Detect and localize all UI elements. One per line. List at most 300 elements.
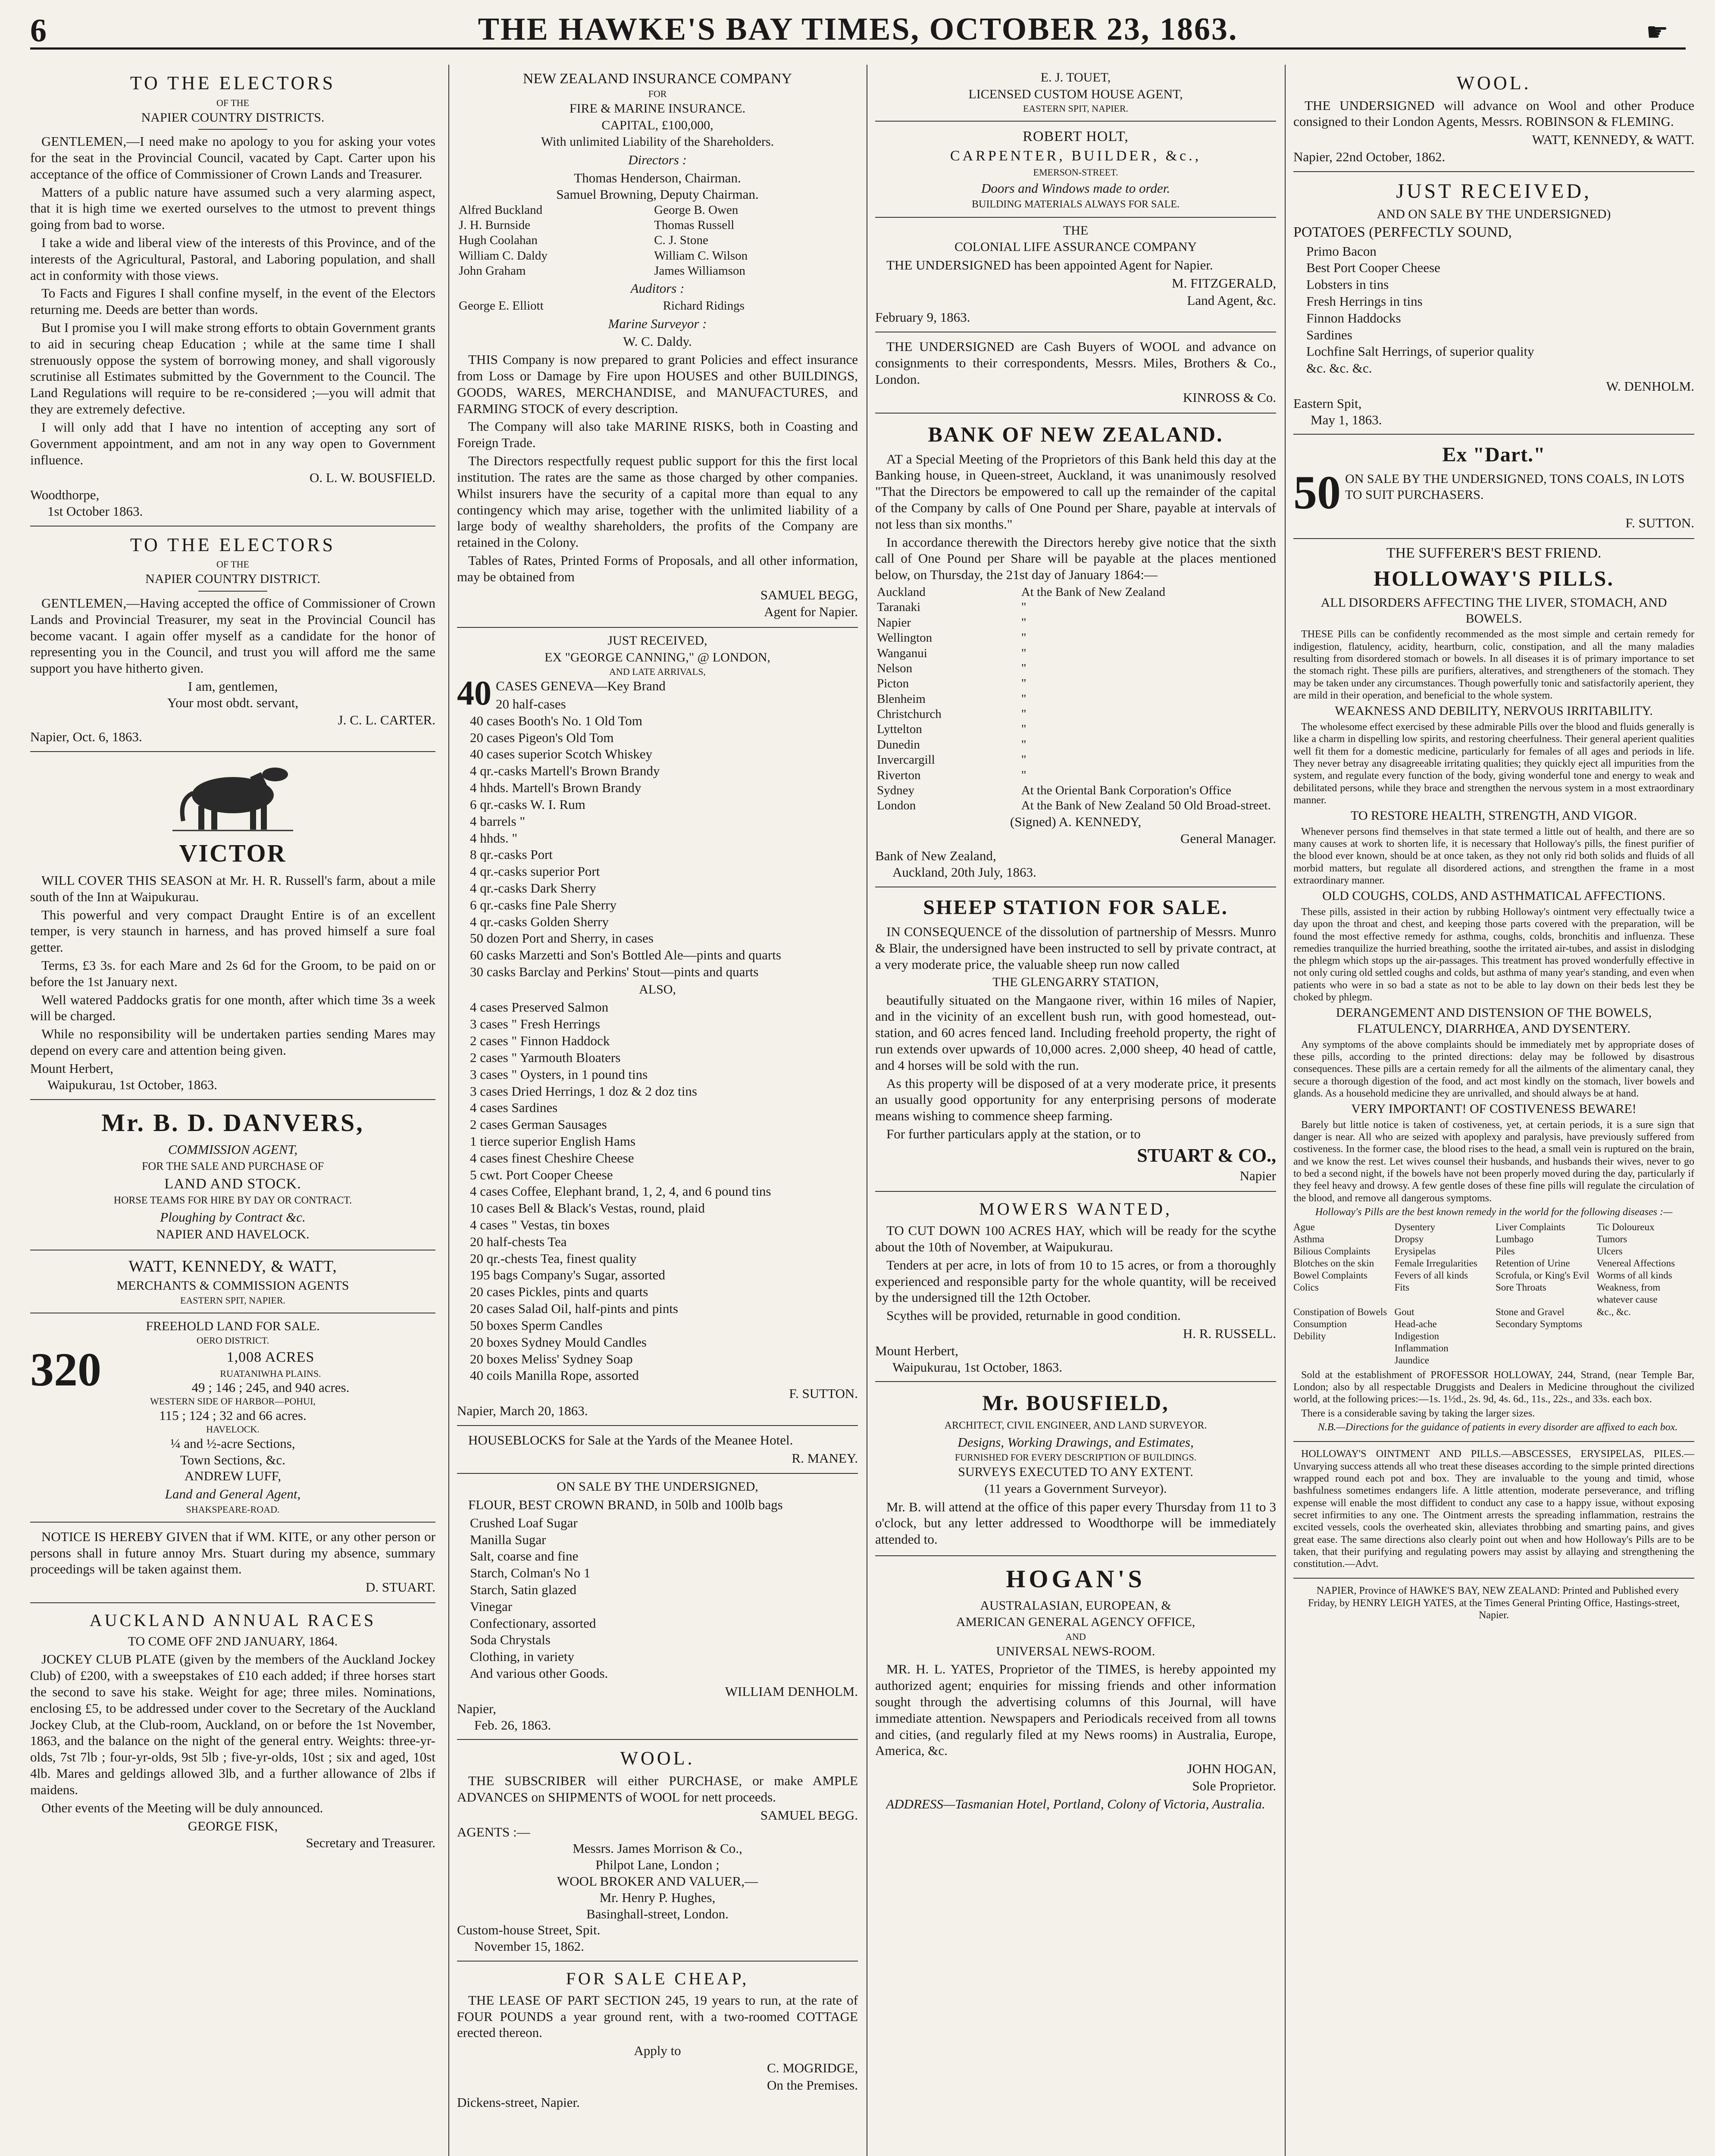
surveyor: W. C. Daldy. — [623, 334, 692, 349]
date: Auckland, 20th July, 1863. — [892, 865, 1036, 880]
place-name: Picton — [877, 677, 909, 691]
paragraph: beautifully situated on the Mangaone river, within 16 miles of Napier, and in the vicinity of an excellent bush run, with good homestead, out-station, and 60 acres fenced land. Including freehold property, the right of run extends over upwards of 10,000 acres. 2,000 sheep, 40 head of cattle, and 4 horses will be sold with the run. — [875, 992, 1276, 1073]
paragraph: But I promise you I will make strong efforts to obtain Government grants to aid in securing cheap Education ; while at the same time I shall strenuously oppose the system of borrowing money, and shall vigorously scrutinise all Estimates submitted by the Government to the Council. The Land Regulations will require to be re-considered ;—you will admit that they are extremely defective. — [30, 320, 435, 417]
disease-name — [1496, 1342, 1593, 1354]
role: General Manager. — [1180, 831, 1276, 846]
disease-name: Bowel Complaints — [1293, 1270, 1368, 1281]
paragraph: WILL COVER THIS SEASON at Mr. H. R. Russell's farm, about a mile south of the Inn at Waipukurau. — [30, 872, 435, 904]
table-row — [875, 615, 1276, 630]
ad-subheading: NAPIER COUNTRY DISTRICT. — [145, 572, 320, 586]
signature: GEORGE FISK, — [188, 1818, 278, 1833]
disease-name: Ague — [1293, 1222, 1315, 1233]
disease-name: Tic Doloureux — [1596, 1222, 1655, 1233]
address: ADDRESS—Tasmanian Hotel, Portland, Colony of Victoria, Australia. — [886, 1796, 1265, 1811]
ad-subheading: CARPENTER, BUILDER, &c., — [950, 148, 1202, 164]
paragraph: NOTICE IS HEREBY GIVEN that if WM. KITE, or any other person or persons shall in future annoy Mrs. Stuart during my absence, summary proceedings will be taken against them. — [30, 1529, 435, 1577]
goods-list — [470, 696, 858, 980]
ad-heading: HOLLOWAY'S PILLS. — [1374, 566, 1614, 591]
horse-illustration — [168, 761, 297, 834]
apply: Apply to — [634, 2043, 681, 2059]
section-heading: TO RESTORE HEALTH, STRENGTH, AND VIGOR. — [1351, 808, 1637, 823]
place-name: Invercargill — [877, 753, 935, 767]
paragraph: Terms, £3 3s. for each Mare and 2s 6d for the Groom, to be paid on or before the 1st January next. — [30, 958, 435, 989]
disease-name: Gout — [1394, 1306, 1415, 1317]
disease-name: Blotches on the skin — [1293, 1258, 1374, 1269]
ad-subheading: LAND AND STOCK. — [164, 1175, 301, 1192]
paragraph: N.B.—Directions for the guidance of patients in every disorder are affixed to each box. — [1318, 1422, 1678, 1433]
table-row — [875, 707, 1276, 722]
ad-auckland-races — [30, 1603, 435, 1858]
address: EMERSON-STREET. — [1033, 166, 1118, 178]
goods-list — [1306, 243, 1694, 377]
place: Mount Herbert, — [875, 1343, 958, 1358]
ad-mowers-wanted — [875, 1192, 1276, 1382]
ad-line: HORSE TEAMS FOR HIRE BY DAY OR CONTRACT. — [113, 1195, 352, 1206]
paragraph: THIS Company is now prepared to grant Policies and effect insurance from Loss or Damage by Fire upon HOUSES and other BUILDINGS, GOODS, WARES, MERCHANDISE, and MANUFACTURES, and FARMING STOCK of every description. — [457, 352, 858, 416]
ad-subheading: FOR THE SALE AND PURCHASE OF — [141, 1160, 324, 1173]
payment-office: " — [1021, 677, 1026, 691]
role: Land and General Agent, — [165, 1486, 301, 1502]
director: William C. Wilson — [654, 248, 748, 263]
payment-office: " — [1021, 692, 1026, 706]
paragraph: JOCKEY CLUB PLATE (given by the members of the Auckland Jockey Club) of £200, with a sweepstakes of £10 each added; if three horses start the second to save his stake. Weight for age; three miles. Nominations, enclosing £5, to be addressed under cover to the Secretary of the Auckland Jockey Club, at the Club-room, Auckland, on or before the 1st November, 1863, and the balance on the night of the general entry. Weights: three-yr-olds, 7st 7lb ; four-yr-olds, 9st 5lb ; five-yr-olds, 10st ; six and aged, 10st 4lb. Mares and geldings allowed 3lb, and a further allowance of 2lbs if maidens. — [30, 1651, 435, 1797]
place-name: Dunedin — [877, 737, 920, 752]
ad-kinross — [875, 332, 1276, 413]
ad-line: FURNISHED FOR EVERY DESCRIPTION OF BUILDINGS. — [955, 1452, 1197, 1463]
payment-office: " — [1021, 707, 1026, 721]
disease-name: Dysentery — [1394, 1222, 1436, 1233]
paragraph: THE LEASE OF PART SECTION 245, 19 years to run, at the rate of FOUR POUNDS a year ground rent, with a two-roomed COTTAGE erected thereon. — [457, 1992, 858, 2040]
ad-heading: TO THE ELECTORS — [130, 534, 336, 555]
ad-line: Doors and Windows made to order. — [981, 180, 1170, 196]
ad-subheading: EX "GEORGE CANNING," @ LONDON, — [545, 650, 770, 664]
column-2 — [448, 65, 858, 2156]
list-item: Clothing, in variety — [470, 1649, 574, 1664]
signature: M. FITZGERALD, — [1172, 275, 1276, 291]
list-item: 4 qr.-casks Golden Sherry — [470, 914, 609, 929]
pointing-hand-icon: ☛ — [1646, 18, 1668, 46]
lots: 115 ; 124 ; 32 and 66 acres. — [159, 1408, 307, 1423]
role: Sole Proprietor. — [1192, 1778, 1276, 1793]
ad-subheading: LICENSED CUSTOM HOUSE AGENT, — [968, 87, 1183, 101]
list-item: 20 cases Salad Oil, half-pints and pints — [470, 1301, 678, 1316]
list-item: 4 cases Preserved Salmon — [470, 1000, 609, 1015]
table-row — [875, 722, 1276, 737]
list-item: 4 hhds. " — [470, 830, 517, 846]
section-heading: ALL DISORDERS AFFECTING THE LIVER, STOMACH, AND BOWELS. — [1321, 595, 1667, 626]
address: EASTERN SPIT, NAPIER. — [180, 1294, 286, 1306]
place-name: Napier — [877, 615, 911, 630]
disease-name: Secondary Symptoms — [1496, 1318, 1583, 1329]
date: Napier, March 20, 1863. — [457, 1403, 588, 1418]
ad-sutton-just-received — [457, 628, 858, 1426]
signature: H. R. RUSSELL. — [1183, 1326, 1276, 1341]
list-item: 60 casks Marzetti and Son's Bottled Ale—pints and quarts — [470, 947, 781, 963]
list-item: 20 qr.-chests Tea, finest quality — [470, 1250, 637, 1266]
closing: Your most obdt. servant, — [167, 695, 299, 710]
director: James Williamson — [654, 264, 745, 278]
list-item: 20 half-cases — [496, 696, 566, 712]
paragraph: MR. H. L. YATES, Proprietor of the TIMES, is hereby appointed my authorized agent; enquiries for missing friends and other information sought through the advertising columns of this Journal, will have immediate attention. Newspapers and Periodicals received from all towns and cities, (and regularly filed at my News rooms) in Australia, Europe, America, &c. — [875, 1661, 1276, 1758]
paragraph: To Facts and Figures I shall confine myself, in the event of the Electors returning me. Deeds are better than words. — [30, 285, 435, 317]
agent-line: Philpot Lane, London ; — [595, 1857, 720, 1873]
disease-name — [1496, 1330, 1593, 1342]
ad-watt-kennedy — [30, 1250, 435, 1313]
list-item: Salt, coarse and fine — [470, 1548, 579, 1564]
lots: Town Sections, &c. — [180, 1452, 286, 1467]
place-name: Nelson — [877, 661, 913, 675]
paragraph: Whenever persons find themselves in that state termed a little out of health, and there are so many causes at work to shorten life, it is necessary that Holloway's pills, the finest purifier of the blood ever known, should be at once taken, as they not only rid both solids and fluids of all morbid matters, but regulate all disordered actions, and strengthen the frame in a most extraordinary manner. — [1293, 826, 1694, 886]
ad-colonial-life — [875, 218, 1276, 332]
ad-heading: Mr. BOUSFIELD, — [982, 1391, 1169, 1415]
list-item: 40 cases superior Scotch Whiskey — [470, 746, 652, 762]
paragraph: Sold at the establishment of PROFESSOR HOLLOWAY, 244, Strand, (near Temple Bar, London; also by all respectable Druggists and Dealers in Medicine throughout the civilized world, at the following prices:—1s. 1½d., 2s. 9d, 4s. 6d., 11s., 22s., and 33s. each box. — [1293, 1369, 1694, 1405]
list-item: POTATOES (PERFECTLY SOUND, — [1293, 224, 1512, 241]
date: Waipukurau, 1st October, 1863. — [892, 1359, 1063, 1375]
list-item: Primo Bacon — [1306, 243, 1377, 259]
signature: O. L. W. BOUSFIELD. — [310, 470, 435, 486]
list-item: Sardines — [1306, 327, 1352, 342]
disease-name — [1597, 1354, 1695, 1366]
list-item: Starch, Satin glazed — [470, 1582, 577, 1598]
ad-bank-of-nz — [875, 414, 1276, 887]
date: Waipukurau, 1st October, 1863. — [47, 1077, 218, 1092]
role: Secretary and Treasurer. — [306, 1835, 435, 1851]
list-item: 20 cases Pickles, pints and quarts — [470, 1284, 648, 1300]
ad-heading: SHEEP STATION FOR SALE. — [923, 896, 1228, 919]
imprint — [1293, 1579, 1694, 1629]
director: John Graham — [459, 264, 526, 278]
ad-line: Ploughing by Contract &c. — [160, 1209, 306, 1225]
date: 1st October 1863. — [47, 503, 143, 519]
paragraph: Scythes will be provided, returnable in good condition. — [886, 1308, 1181, 1323]
disease-name: Asthma — [1293, 1234, 1324, 1245]
paragraph: THE UNDERSIGNED will advance on Wool and other Produce consigned to their London Agents, Messrs. ROBINSON & FLEMING. — [1293, 97, 1694, 129]
paragraph: Well watered Paddocks gratis for one month, after which time 3s a week will be charged. — [30, 992, 435, 1024]
divider — [198, 129, 267, 130]
payment-office: " — [1021, 600, 1026, 614]
paragraph: In accordance therewith the Directors hereby give notice that the sixth call of One Pound per Share will be payable at the places mentioned below, on Thursday, the 21st day of January 1864:— — [875, 534, 1276, 583]
list-item: Vinegar — [470, 1598, 512, 1614]
disease-name: Constipation of Bowels — [1293, 1306, 1387, 1317]
list-item: 195 bags Company's Sugar, assorted — [470, 1267, 665, 1283]
disease-name: Venereal Affections — [1596, 1258, 1675, 1269]
agents-label: AGENTS :— — [457, 1824, 530, 1840]
section-heading: WEAKNESS AND DEBILITY, NERVOUS IRRITABILITY. — [1335, 704, 1653, 718]
paragraph: THE SUBSCRIBER will either PURCHASE, or make AMPLE ADVANCES on SHIPMENTS of WOOL for nett proceeds. — [457, 1773, 858, 1805]
ad-subheading: ALSO, — [639, 982, 676, 997]
list-item: 8 qr.-casks Port — [470, 847, 553, 862]
ad-subheading: ARCHITECT, CIVIL ENGINEER, AND LAND SURVEYOR. — [944, 1420, 1207, 1432]
director: Alfred Buckland — [459, 203, 543, 217]
disease-name: Inflammation — [1394, 1342, 1449, 1354]
ad-subheading: AND ON SALE BY THE UNDERSIGNED) — [1377, 207, 1611, 222]
list-item: 4 qr.-casks Dark Sherry — [470, 880, 596, 896]
list-item: 4 cases finest Cheshire Cheese — [470, 1150, 634, 1166]
paragraph: Any symptoms of the above complaints should be immediately met by appropriate doses of these pills, according to the printed directions: delay may be followed by disastrous consequences. These pills are a certain remedy for all the ailments of the alimentary canal, they secure a thorough digestion of the food, and act most kindly on the stomach, liver bowels and glands. As a household medicine they are unrivalled, and should always be at hand. — [1293, 1039, 1694, 1099]
place: Woodthorpe, — [30, 487, 100, 503]
ad-holloways-pills — [1293, 539, 1694, 1442]
paragraph: As this property will be disposed of at a very moderate price, it presents an usually good opportunity for any enterprising persons of moderate means wishing to commence sheep farming. — [875, 1075, 1276, 1124]
ad-heading: FOR SALE CHEAP, — [566, 1968, 749, 1988]
signature: J. C. L. CARTER. — [338, 712, 435, 727]
ad-heading: COLONIAL LIFE ASSURANCE COMPANY — [954, 240, 1197, 254]
ad-heading: ON SALE BY THE UNDERSIGNED, — [557, 1479, 758, 1494]
section-heading: VERY IMPORTANT! OF COSTIVENESS BEWARE! — [1351, 1102, 1637, 1116]
paragraph: Matters of a public nature have assumed such a very alarming aspect, that it is high time we exerted ourselves to the utmost to prevent things going from bad to worse. — [30, 184, 435, 232]
section-heading: DERANGEMENT AND DISTENSION OF THE BOWELS, FLATULENCY, DIARRHŒA, AND DYSENTERY. — [1336, 1006, 1652, 1036]
directors-label: Directors : — [628, 152, 687, 168]
location: HAVELOCK. — [206, 1423, 260, 1435]
paragraph: This powerful and very compact Draught Entire is of an excellent temper, is very staunch in harness, and has proved himself a sure foal getter. — [30, 907, 435, 955]
paragraph: There is a considerable saving by taking the larger sizes. — [1301, 1407, 1535, 1419]
disease-name: Consumption — [1293, 1318, 1347, 1329]
signature: JOHN HOGAN, — [1187, 1761, 1276, 1777]
payment-office: At the Oriental Bank Corporation's Office — [1021, 783, 1231, 797]
ad-heading: WOOL. — [1456, 72, 1531, 94]
payment-office: " — [1021, 631, 1026, 645]
list-item: 20 boxes Sydney Mould Candles — [470, 1334, 647, 1350]
ad-electors-bousfield — [30, 65, 435, 526]
list-item: 4 cases " Vestas, tin boxes — [470, 1217, 610, 1232]
signature: SAMUEL BEGG. — [760, 1807, 858, 1823]
disease-name: Jaundice — [1394, 1354, 1429, 1366]
list-item: 4 qr.-casks Martell's Brown Brandy — [470, 763, 660, 779]
ad-subheading: AND LATE ARRIVALS, — [609, 666, 706, 677]
disease-name: Indigestion — [1394, 1330, 1439, 1341]
list-item: 3 cases Dried Herrings, 1 doz & 2 doz tins — [470, 1083, 697, 1099]
table-row — [875, 692, 1276, 707]
payment-office: " — [1021, 753, 1026, 767]
lots: ¼ and ½-acre Sections, — [170, 1435, 295, 1451]
disease-name — [1597, 1330, 1695, 1342]
table-row — [875, 737, 1276, 752]
agent-line: Basinghall-street, London. — [586, 1906, 729, 1921]
ad-subheading: FOR — [648, 88, 667, 100]
role: Land Agent, &c. — [1187, 292, 1276, 308]
place-name: Wellington — [877, 631, 933, 645]
directors-table — [457, 203, 858, 279]
masthead — [30, 9, 1686, 50]
surveyor-label: Marine Surveyor : — [608, 316, 707, 331]
list-item: Manilla Sugar — [470, 1532, 546, 1547]
ad-heading: E. J. TOUET, — [1040, 70, 1111, 85]
list-item: 3 cases " Oysters, in 1 pound tins — [470, 1066, 648, 1082]
disease-name: Stone and Gravel — [1496, 1306, 1565, 1317]
ad-heading: AUCKLAND ANNUAL RACES — [89, 1611, 376, 1630]
location: RUATANIWHA PLAINS. — [220, 1368, 321, 1379]
auditors-table — [457, 298, 858, 313]
disease-name: Weakness, from whatever cause — [1596, 1282, 1661, 1305]
ad-hogans — [875, 1556, 1276, 1820]
director: C. J. Stone — [654, 233, 708, 248]
auditor: Richard Ridings — [663, 299, 745, 313]
ad-touet — [875, 65, 1276, 122]
signature: SAMUEL BEGG, — [760, 587, 858, 602]
paragraph: The Directors respectfully request public support for this the first local institution. The rates are the same as those charged by other companies. Whilst insurers have the security of a capital more than equal to any contingency which may arise, together with the unlimited liability of a large body of wealthy shareholders, the profits of the Company are retained in the Colony. — [457, 453, 858, 550]
paragraph: Tenders at per acre, in lots of from 10 to 15 acres, or from a thoroughly experienced and responsible party for the whole quantity, will be received by the undersigned till the 12th October. — [875, 1257, 1276, 1305]
list-item: 20 cases Pigeon's Old Tom — [470, 730, 614, 745]
ad-wool-watt — [1293, 65, 1694, 172]
disease-name — [1597, 1318, 1695, 1330]
diseases-table — [1293, 1221, 1694, 1366]
signature: R. MANEY. — [792, 1450, 858, 1466]
table-row — [875, 676, 1276, 691]
ad-heading: TO THE ELECTORS — [130, 72, 336, 94]
auditor: George E. Elliott — [459, 299, 544, 313]
ad-subheading: NAPIER COUNTRY DISTRICTS. — [141, 110, 325, 125]
director: Hugh Coolahan — [459, 233, 538, 248]
payment-office: " — [1021, 737, 1026, 752]
signature: W. DENHOLM. — [1606, 379, 1694, 394]
disease-name: Erysipelas — [1394, 1246, 1436, 1257]
ad-line: Holloway's Pills are the best known remedy in the world for the following diseases :— — [1315, 1206, 1673, 1218]
place-name: Sydney — [877, 783, 914, 797]
ad-heading: FREEHOLD LAND FOR SALE. — [146, 1319, 320, 1333]
paragraph: For further particulars apply at the station, or to — [886, 1126, 1141, 1141]
divider — [198, 591, 267, 592]
list-item: 4 cases Sardines — [470, 1100, 558, 1116]
disease-name: Fevers of all kinds — [1394, 1270, 1468, 1281]
date: Napier, 22nd October, 1862. — [1293, 149, 1446, 165]
disease-name: Fits — [1394, 1282, 1410, 1293]
list-item: CASES GENEVA—Key Brand — [496, 678, 666, 694]
paragraph: Tables of Rates, Printed Forms of Proposals, and all other information, may be obtained from — [457, 552, 858, 584]
paragraph: The Company will also take MARINE RISKS, both in Coasting and Foreign Trade. — [457, 419, 858, 451]
signature: WATT, KENNEDY, & WATT. — [1532, 132, 1694, 147]
disease-name: Worms of all kinds — [1596, 1270, 1672, 1281]
ad-line: ON SALE BY THE UNDERSIGNED, TONS COALS, IN LOTS TO SUIT PURCHASERS. — [1345, 472, 1685, 502]
disease-name — [1293, 1354, 1391, 1366]
agent-line: Mr. Henry P. Hughes, — [599, 1890, 716, 1905]
paragraph: These pills, assisted in their action by rubbing Holloway's ointment very effectually twice a day upon the throat and chest, and keeping those parts covered with the preparation, will be found the most effective remedy for asthma, coughs, colds, bronchitis and influenza. These remedies tranquilize the hurried breathing, soothe the irritated air-tubes, and assist in dislodging the phlegm which stops up the air-passages. This treatment has proved wonderfully effective in not only curing old settled coughs and colds, but asthma of many year's standing, and even when patients who were in so bad a state as not to be able to lay down on their beds lest they be choked by phlegm. — [1293, 906, 1694, 1003]
ad-line: Designs, Working Drawings, and Estimates, — [958, 1434, 1194, 1450]
paragraph: THE UNDERSIGNED are Cash Buyers of WOOL and advance on consignments to their correspondents, Messrs. Miles, Brothers & Co., London. — [875, 339, 1276, 387]
date: Napier, Oct. 6, 1863. — [30, 729, 142, 745]
disease-name: Female Irregularities — [1394, 1258, 1477, 1269]
disease-name: Dropsy — [1394, 1234, 1424, 1245]
signature: WILLIAM DENHOLM. — [725, 1683, 858, 1699]
ad-heading: ROBERT HOLT, — [1023, 128, 1129, 145]
ad-heading: Mr. B. D. DANVERS, — [101, 1108, 364, 1137]
list-item: Confectionary, assorted — [470, 1615, 596, 1631]
auditors-label: Auditors : — [630, 281, 685, 296]
table-row — [875, 585, 1276, 600]
paragraph: THE UNDERSIGNED has been appointed Agent for Napier. — [886, 257, 1213, 273]
payment-office: " — [1021, 722, 1026, 736]
list-item: 10 cases Bell & Black's Vestas, round, plaid — [470, 1200, 705, 1216]
paragraph: IN CONSEQUENCE of the dissolution of partnership of Messrs. Munro & Blair, the undersigned have been instructed to sell by private contract, at a very moderate price, the valuable sheep run now called — [875, 924, 1276, 972]
role: On the Premises. — [767, 2077, 858, 2093]
ad-subheading: AUSTRALASIAN, EUROPEAN, & — [980, 1598, 1171, 1613]
location: WESTERN SIDE OF HARBOR—POHUI, — [150, 1396, 316, 1407]
ad-heading: VICTOR — [179, 839, 287, 868]
ad-line: SURVEYS EXECUTED TO ANY EXTENT. — [958, 1465, 1193, 1479]
ad-heading: WATT, KENNEDY, & WATT, — [128, 1257, 337, 1275]
address: SHAKSPEARE-ROAD. — [186, 1504, 280, 1515]
place: Bank of New Zealand, — [875, 848, 996, 864]
list-item: 40 coils Manilla Rope, assorted — [470, 1368, 639, 1383]
paragraph: HOLLOWAY'S OINTMENT AND PILLS.—ABSCESSES, ERYSIPELAS, PILES.—Unvarying success attends all who treat these diseases according to the simple printed directions wrapped round each pot and box. They are invaluable to the young and timid, whose bashfulness sometimes endangers life. A little attention, moderate perseverance, and trifling expense will enable the most diffident to conduct any case to a happy issue, without exposing secret infirmities to any one. The Ointment arrests the spreading inflammation, restrains the excited vessels, cools the overheated skin, alleviates throbbing and smarting pains, and gives great ease. The same directions also clearly point out when and how Holloway's Pills are to be taken, that their purifying and regulating powers may assist by allaying and strengthening the constitution.—Advt. — [1293, 1448, 1694, 1570]
disease-name: Piles — [1496, 1246, 1515, 1257]
list-item: 6 qr.-casks fine Pale Sherry — [470, 897, 617, 912]
table-row — [875, 646, 1276, 661]
column-4 — [1285, 65, 1694, 2156]
paragraph: GENTLEMEN,—Having accepted the office of Commissioner of Crown Lands and Provincial Treasurer, my seat in the Provincial Council has become vacant. I again offer myself as a candidate for the honor of representing you in the Council, and trust you will afford me the same support you have hitherto given. — [30, 595, 435, 676]
ad-houseblocks — [457, 1426, 858, 1474]
list-item: 20 half-chests Tea — [470, 1234, 567, 1249]
date: Feb. 26, 1863. — [474, 1717, 551, 1733]
place: Eastern Spit, — [1293, 395, 1362, 411]
column-3 — [867, 65, 1276, 2156]
payment-office: " — [1021, 615, 1026, 630]
role: Agent for Napier. — [764, 604, 858, 620]
printer-imprint: NAPIER, Province of HAWKE'S BAY, NEW ZEALAND: Printed and Published every Friday, by HENRY LEIGH YATES, at the Times General Printing Office, Hastings-street, Napier. — [1308, 1585, 1680, 1621]
paragraph: AT a Special Meeting of the Proprietors of this Bank held this day at the Banking house, in Queen-street, Auckland, it was unanimously resolved "That the Directors be empowered to call up the remainder of the capital of the Company by calls of One Pound per Share, payable at intervals of not less than six months." — [875, 451, 1276, 532]
disease-name: Retention of Urine — [1496, 1258, 1570, 1269]
disease-name: Lumbago — [1496, 1234, 1534, 1245]
place: Napier — [1239, 1168, 1276, 1184]
ad-subheading: OERO DISTRICT. — [196, 1335, 269, 1346]
paragraph: I take a wide and liberal view of the interests of this Province, and of the interests of the Agricultural, Pastoral, and Laboring population, and shall act in conformity with those views. — [30, 235, 435, 283]
signature: ANDREW LUFF, — [184, 1468, 282, 1484]
list-item: Crushed Loaf Sugar — [470, 1515, 578, 1530]
table-row — [875, 661, 1276, 676]
place-name: Lyttelton — [877, 722, 922, 736]
list-item: 40 cases Booth's No. 1 Old Tom — [470, 713, 642, 728]
paragraph: THESE Pills can be confidently recommended as the most simple and certain remedy for indigestion, flatulency, acidity, heartburn, colic, constipation, and all the many maladies resulting from disordered stomach or bowels. In all diseases it is of primary importance to set the stomach right. These pills are purifiers, alteratives, and strengtheners of the stomach. They may be taken under any circumstances. Though powerfully tonic and satisfactorily aperient, they are mild in their operation, and beneficial to the whole system. — [1293, 629, 1694, 702]
list-item: Finnon Haddocks — [1306, 310, 1401, 326]
paragraph: FLOUR, BEST CROWN BRAND, in 50lb and 100lb bags — [468, 1497, 783, 1512]
disease-name: Liver Complaints — [1496, 1222, 1565, 1233]
section-heading: OLD COUGHS, COLDS, AND ASTHMATICAL AFFECTIONS. — [1322, 889, 1665, 903]
list-item: Fresh Herrings in tins — [1306, 293, 1423, 309]
ad-victor-stallion — [30, 752, 435, 1100]
signature: STUART & CO., — [1137, 1144, 1276, 1166]
date: May 1, 1863. — [1311, 412, 1382, 427]
disease-name — [1597, 1342, 1695, 1354]
payment-places-table — [875, 585, 1276, 814]
signature: F. SUTTON. — [789, 1386, 858, 1401]
ad-subheading: THE — [1063, 223, 1089, 238]
place: Napier, — [457, 1701, 496, 1716]
goods-list — [470, 1515, 858, 1682]
place-name: Taranaki — [877, 600, 921, 614]
list-item: 20 boxes Meliss' Sydney Soap — [470, 1351, 633, 1366]
director: William C. Daldy — [459, 248, 548, 263]
ad-denholm-sale — [457, 1474, 858, 1740]
list-item: 3 cases " Fresh Herrings — [470, 1016, 600, 1032]
list-item: And various other Goods. — [470, 1666, 608, 1681]
address: EASTERN SPIT, NAPIER. — [1023, 103, 1129, 114]
station-name: THE GLENGARRY STATION, — [992, 975, 1159, 989]
paragraph: Other events of the Meeting will be duly announced. — [41, 1800, 323, 1815]
list-item: 50 dozen Port and Sherry, in cases — [470, 931, 654, 946]
signature: (Signed) A. KENNEDY, — [1010, 814, 1142, 829]
ad-subheading: OF THE — [216, 559, 249, 570]
date: February 9, 1863. — [875, 310, 970, 325]
liability: With unlimited Liability of the Shareholders. — [541, 135, 774, 149]
list-item: 30 casks Barclay and Perkins' Stout—pints and quarts — [470, 964, 759, 980]
director: Thomas Henderson, Chairman. — [574, 170, 741, 185]
paragraph: I will only add that I have no intention of accepting any sort of Government appointment, and am not in any way open to Government influence. — [30, 419, 435, 467]
ad-line: (11 years a Government Surveyor). — [984, 1481, 1167, 1496]
ad-heading: NEW ZEALAND INSURANCE COMPANY — [523, 71, 792, 87]
director: Samuel Browning, Deputy Chairman. — [556, 186, 759, 202]
ad-subheading: UNIVERSAL NEWS-ROOM. — [996, 1644, 1155, 1658]
ad-subheading: AMERICAN GENERAL AGENCY OFFICE, — [956, 1615, 1195, 1630]
disease-name: Debility — [1293, 1330, 1326, 1341]
